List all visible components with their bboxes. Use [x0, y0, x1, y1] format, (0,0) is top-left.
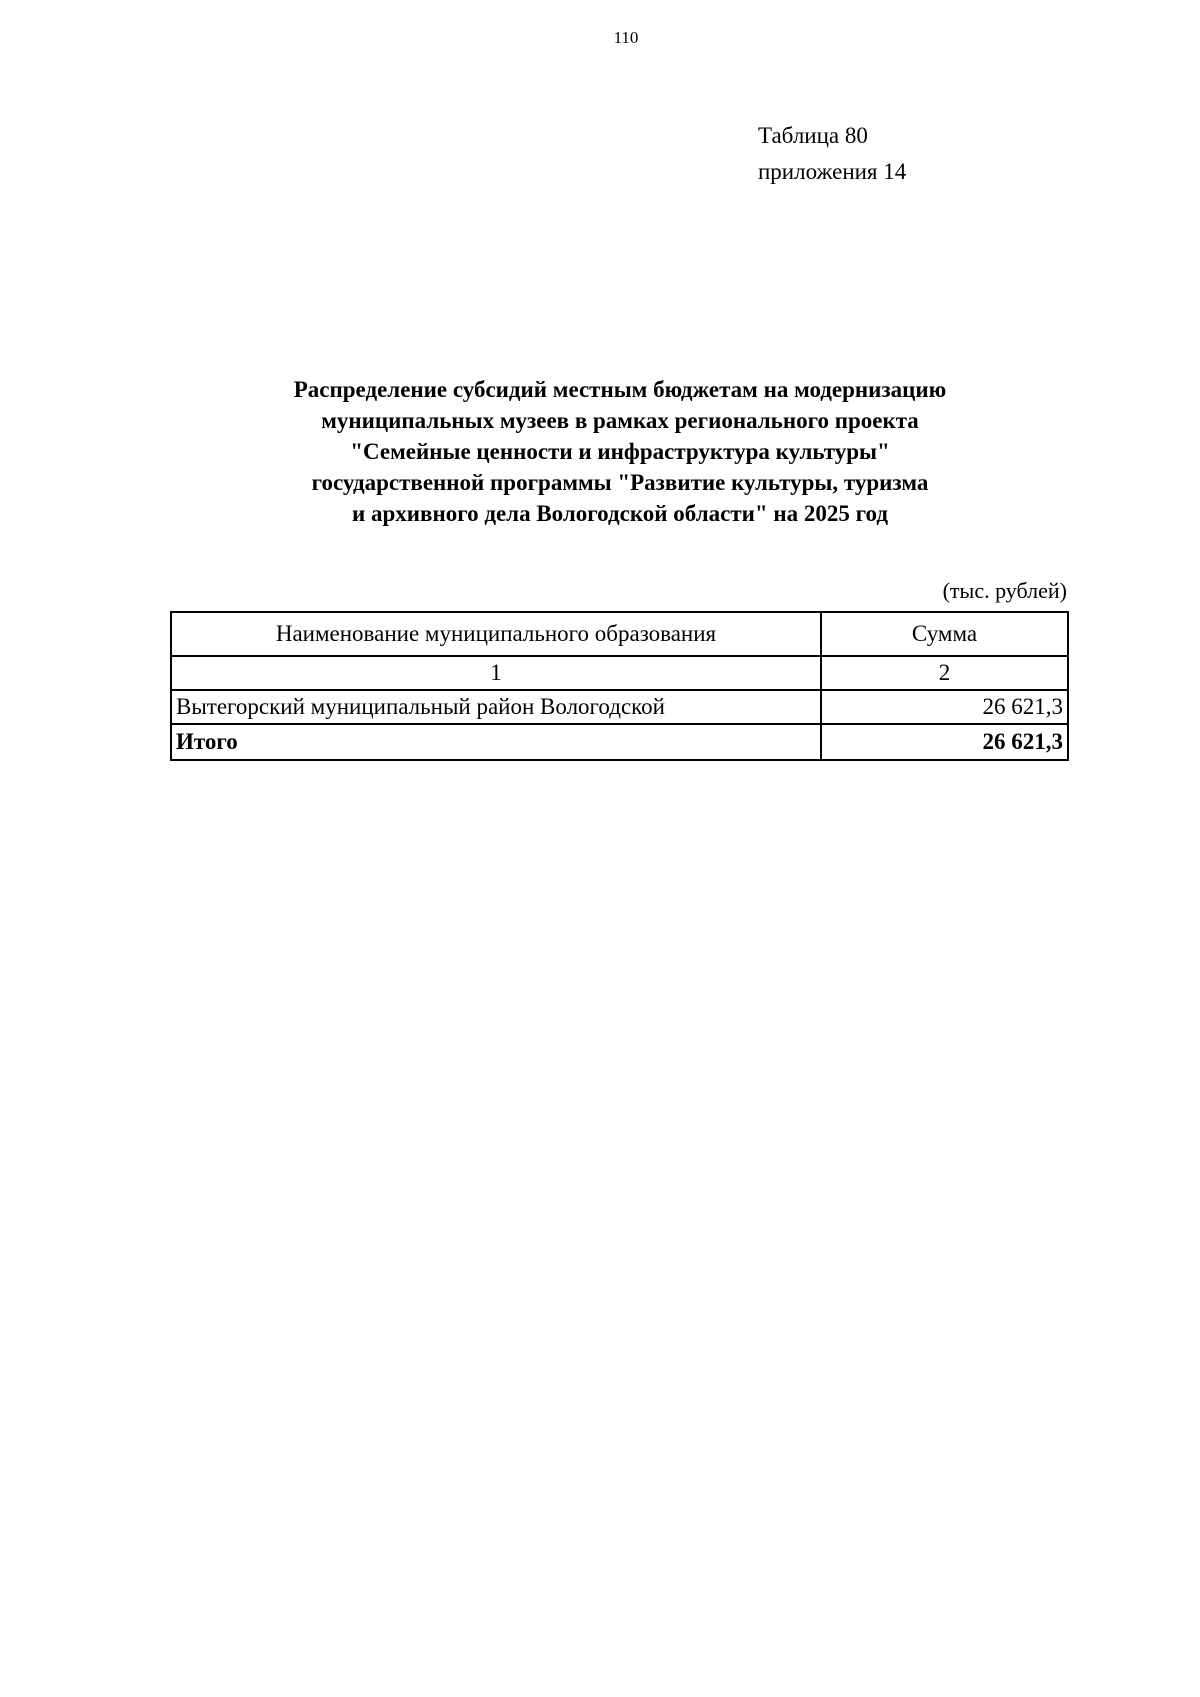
title-line-3: "Семейные ценности и инфраструктура культуры" — [350, 439, 890, 464]
table-row — [171, 690, 1068, 724]
subsidy-table — [170, 611, 1069, 761]
column-number-2: 2 — [821, 656, 1068, 690]
header-municipality: Наименование муниципального образования — [171, 612, 821, 656]
table-reference — [758, 118, 906, 190]
row-municipality-name: Вытегорский муниципальный район Вологодской — [171, 690, 821, 724]
header-amount: Сумма — [821, 612, 1068, 656]
total-amount: 26 621,3 — [821, 724, 1068, 760]
document-title — [170, 374, 1070, 529]
column-number-row — [171, 656, 1068, 690]
table-reference-line-1: Таблица 80 — [758, 123, 868, 148]
column-number-1: 1 — [171, 656, 821, 690]
table-reference-line-2: приложения 14 — [758, 159, 907, 184]
total-label: Итого — [171, 724, 821, 760]
table-header-row — [171, 612, 1068, 656]
total-row — [171, 724, 1068, 760]
row-amount: 26 621,3 — [821, 690, 1068, 724]
page-number: 110 — [613, 28, 639, 47]
title-line-2: муниципальных музеев в рамках регионального проекта — [321, 408, 919, 433]
units-label: (тыс. рублей) — [942, 578, 1067, 603]
title-line-4: государственной программы "Развитие культуры, туризма — [311, 470, 929, 495]
title-line-5: и архивного дела Вологодской области" на 2025 год — [352, 501, 888, 526]
title-line-1: Распределение субсидий местным бюджетам на модернизацию — [293, 377, 947, 402]
